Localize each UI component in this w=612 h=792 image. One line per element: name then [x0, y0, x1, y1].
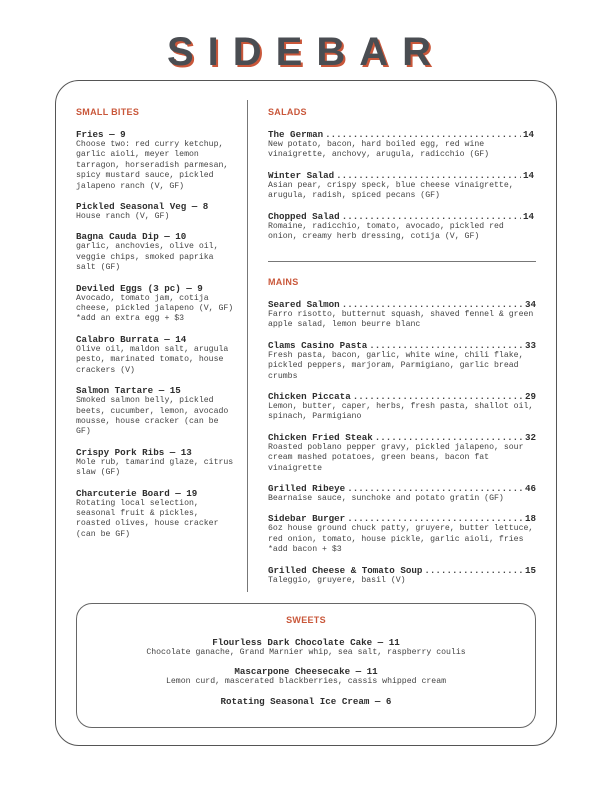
menu-item [76, 447, 236, 479]
item-description: Roasted poblano pepper gravy, pickled jalapeno, sour cream mashed potatoes, green beans, bacon fat vinaigrette [268, 442, 524, 473]
item-price: 14 [522, 169, 534, 181]
item-description: Romaine, radicchio, tomato, avocado, pickled red onion, creamy herb dressing, cotija (V, GF) [268, 221, 504, 242]
section-heading: SALADS [268, 107, 307, 117]
item-name: Charcuterie Board — 19 [76, 487, 198, 499]
menu-item [268, 391, 536, 423]
sweets-section [76, 603, 536, 728]
menu-item [268, 129, 534, 161]
item-description: garlic, anchovies, olive oil, veggie chips, smoked paprika salt (GF) [76, 242, 219, 273]
item-description: Olive oil, maldon salt, arugula pesto, marinated tomato, house crackers (V) [76, 344, 229, 375]
dot-leader [347, 513, 523, 524]
column-divider [247, 100, 248, 592]
menu-item [76, 283, 236, 325]
item-price: 33 [524, 339, 536, 351]
item-price: 29 [524, 391, 536, 403]
menu-item [268, 483, 536, 504]
item-description: Lemon, butter, caper, herbs, fresh pasta, shallot oil, spinach, Parmigiano [268, 402, 534, 422]
section-heading: SMALL BITES [76, 107, 140, 117]
dot-leader [342, 299, 523, 310]
item-description: Asian pear, crispy speck, blue cheese vinaigrette, arugula, radish, spiced pecans (GF) [268, 180, 514, 201]
item-price: 32 [524, 431, 536, 443]
item-description: Avocado, tomato jam, cotija cheese, pickled jalapeno (V, GF) *add an extra egg + $3 [76, 293, 234, 324]
small-bites-section [76, 107, 236, 549]
item-name: Clams Casino Pasta [268, 339, 368, 351]
item-description: Lemon curd, mascerated blackberries, cassis whipped cream [165, 677, 447, 687]
mains-section [268, 277, 536, 595]
menu-item [76, 488, 236, 541]
item-name: Winter Salad [268, 169, 335, 181]
menu-item [268, 432, 536, 474]
menu-item [76, 334, 236, 376]
item-description: Chocolate ganache, Grand Marnier whip, sea salt, raspberry coulis [146, 648, 466, 657]
item-price: 15 [524, 564, 536, 576]
item-name: Salmon Tartare — 15 [76, 385, 181, 397]
item-name: Seared Salmon [268, 299, 340, 310]
menu-item [77, 637, 535, 658]
section-heading: SWEETS [286, 615, 326, 625]
item-name: Grilled Ribeye [268, 483, 346, 495]
dot-leader [424, 565, 523, 576]
item-description: Smoked salmon belly, pickled beets, cucumber, lemon, avocado mousse, house cracker (can be GF) [76, 396, 229, 437]
menu-item [268, 565, 536, 586]
section-heading: MAINS [268, 277, 299, 287]
salads-section [268, 107, 534, 251]
menu-item [268, 170, 534, 202]
item-price: 18 [524, 513, 536, 525]
item-description: New potato, bacon, hard boiled egg, red wine vinaigrette, anchovy, arugula, radicchio (GF) [268, 140, 490, 160]
item-name: Chopped Salad [268, 210, 340, 222]
item-name: Chicken Fried Steak [268, 431, 373, 443]
item-name: Pickled Seasonal Veg — 8 [76, 201, 209, 213]
menu-item [268, 211, 534, 243]
item-price: 46 [524, 483, 536, 495]
item-name: Crispy Pork Ribs — 13 [76, 446, 192, 458]
item-price: 34 [524, 299, 536, 310]
dot-leader [353, 391, 523, 402]
menu-item [76, 385, 236, 438]
item-name: Rotating Seasonal Ice Cream — 6 [220, 695, 392, 707]
item-name: Sidebar Burger [268, 513, 346, 525]
item-description: Rotating local selection, seasonal fruit & pickles, roasted olives, house cracker (can be GF) [76, 498, 219, 539]
item-description: 6oz house ground chuck patty, gruyere, butter lettuce, red onion, tomato, house pickle, garlic aioli, fries *add bacon + $3 [268, 524, 534, 555]
item-name: Calabro Burrata — 14 [76, 333, 187, 345]
item-description: Farro risotto, butternut squash, shaved fennel & green apple salad, lemon beurre blanc [268, 310, 534, 330]
item-name: Chicken Piccata [268, 391, 351, 403]
item-description: Bearnaise sauce, sunchoke and potato gratin (GF) [268, 494, 504, 504]
menu-item [76, 231, 236, 273]
item-description: Choose two: red curry ketchup, garlic aioli, meyer lemon tarragon, horseradish parmesan, spicy mustard sauce, pickled jalapeno ranch (V, GF) [76, 140, 229, 191]
menu-item [76, 129, 236, 192]
item-description: Mole rub, tamarind glaze, citrus slaw (GF) [76, 457, 234, 478]
item-name: Flourless Dark Chocolate Cake — 11 [212, 637, 400, 648]
item-name: Grilled Cheese & Tomato Soup [268, 564, 423, 576]
dot-leader [336, 170, 521, 181]
menu-item [76, 201, 236, 222]
menu-item [77, 666, 535, 687]
dot-leader [342, 211, 521, 222]
item-name: Deviled Eggs (3 pc) — 9 [76, 282, 203, 294]
menu-item [77, 696, 535, 707]
item-name: Mascarpone Cheesecake — 11 [234, 666, 378, 678]
dot-leader [369, 340, 523, 351]
dot-leader [347, 483, 523, 494]
menu-item [268, 513, 536, 555]
item-name: Fries — 9 [76, 129, 126, 140]
item-name: The German [268, 129, 324, 140]
item-price: 14 [522, 129, 534, 140]
item-price: 14 [522, 210, 534, 222]
item-description: House ranch (V, GF) [76, 212, 170, 222]
restaurant-title: SIDEBAR [166, 30, 446, 74]
menu-item [268, 340, 536, 382]
dot-leader [325, 129, 521, 140]
menu-item [268, 299, 536, 331]
item-name: Bagna Cauda Dip — 10 [76, 231, 187, 243]
dot-leader [375, 432, 523, 443]
item-description: Fresh pasta, bacon, garlic, white wine, chili flake, pickled peppers, marjoram, Parmigiano, garlic bread crumbs [268, 350, 524, 381]
item-description: Taleggio, gruyere, basil (V) [268, 575, 406, 585]
section-divider [268, 261, 536, 262]
